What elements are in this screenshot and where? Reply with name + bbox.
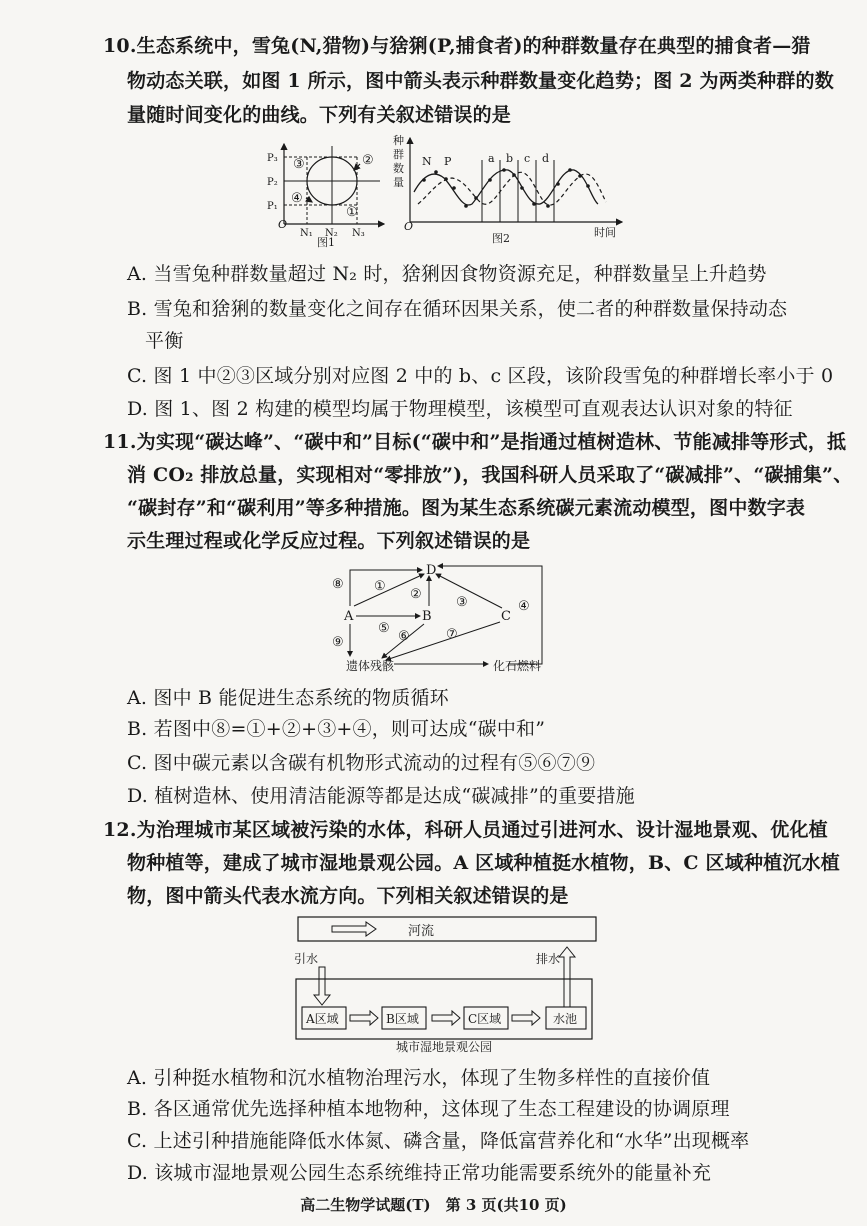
q10-stem-line-1: 10.生态系统中，雪兔(N,猎物)与猞猁(P,捕食者)的种群数量存在典型的捕食者—猎 xyxy=(103,35,811,57)
fig2-segment-d: d xyxy=(542,152,550,165)
q10-option-a: A. 当雪兔种群数量超过 N₂ 时，猞猁因食物资源充足，种群数量呈上升趋势 xyxy=(127,263,767,285)
label-7: ⑦ xyxy=(446,627,458,642)
node-c: C xyxy=(501,609,511,624)
label-6: ⑥ xyxy=(398,629,410,644)
fig1-caption: 图1 xyxy=(317,236,335,248)
flow-c-to-pool xyxy=(512,1011,540,1025)
fig2-origin: O xyxy=(404,220,414,233)
q12-option-d: D. 该城市湿地景观公园生态系统维持正常功能需要系统外的能量补充 xyxy=(127,1162,712,1184)
q10-option-d: D. 图 1、图 2 构建的模型均属于物理模型，该模型可直观表达认识对象的特征 xyxy=(127,398,793,420)
q10-figure-1 xyxy=(262,140,390,248)
label-1: ① xyxy=(374,579,386,594)
fig2-segment-a: a xyxy=(488,152,495,165)
outlet-arrow xyxy=(559,947,575,1009)
pool-label: 水池 xyxy=(553,1012,578,1026)
fig1-region-4: ④ xyxy=(291,191,303,206)
label-9: ⑨ xyxy=(332,635,344,650)
q11-stem-line-2: 消 CO₂ 排放总量，实现相对“零排放”)，我国科研人员采取了“碳减排”、“碳捕集”、 xyxy=(127,464,853,486)
fig2-segment-c: c xyxy=(524,152,531,165)
q12-stem-line-1: 12.为治理城市某区域被污染的水体，科研人员通过引进河水、设计湿地景观、优化植 xyxy=(103,819,828,841)
fig1-y-label-p1: P₁ xyxy=(267,201,278,212)
q12-option-b: B. 各区通常优先选择种植本地物种，这体现了生态工程建设的协调原理 xyxy=(127,1098,730,1120)
river-box xyxy=(298,917,596,941)
fig2-curve-n xyxy=(414,170,598,205)
fig2-series-p: P xyxy=(444,155,452,168)
label-3: ③ xyxy=(456,595,468,610)
fig1-region-1: ① xyxy=(346,205,358,220)
q12-stem-line-2: 物种植等，建成了城市湿地景观公园。A 区域种植挺水植物，B、C 区域种植沉水植 xyxy=(127,852,840,874)
fig2-caption: 图2 xyxy=(492,232,510,245)
q11-option-b: B. 若图中⑧=①+②+③+④，则可达成“碳中和” xyxy=(127,718,546,740)
q12-wetland-diagram xyxy=(288,913,608,1053)
page-footer: 高二生物学试题(T) 第 3 页(共10 页) xyxy=(300,1196,567,1214)
q11-carbon-flow-diagram xyxy=(326,560,556,676)
park-label: 城市湿地景观公园 xyxy=(396,1040,493,1053)
label-2: ② xyxy=(410,587,422,602)
q12-stem-line-3: 物，图中箭头代表水流方向。下列相关叙述错误的是 xyxy=(127,885,569,907)
q11-stem-line-3: “碳封存”和“碳利用”等多种措施。图为某生态系统碳元素流动模型，图中数字表 xyxy=(127,497,806,519)
q11-option-a: A. 图中 B 能促进生态系统的物质循环 xyxy=(127,687,449,709)
fig1-origin: O xyxy=(278,218,288,231)
node-d: D xyxy=(426,563,437,578)
flow-b-to-c xyxy=(432,1011,460,1025)
q12-option-c: C. 上述引种措施能降低水体氮、磷含量，降低富营养化和“水华”出现概率 xyxy=(127,1130,750,1152)
node-a: A xyxy=(344,609,354,624)
label-8: ⑧ xyxy=(332,577,344,592)
q10-option-b: B. 雪兔和猞猁的数量变化之间存在循环因果关系，使二者的种群数量保持动态 xyxy=(127,298,788,320)
flow-a-to-b xyxy=(350,1011,378,1025)
q11-option-c: C. 图中碳元素以含碳有机物形式流动的过程有⑤⑥⑦⑨ xyxy=(127,752,596,774)
q11-option-d: D. 植树造林、使用清洁能源等都是达成“碳减排”的重要措施 xyxy=(127,785,635,807)
river-flow-arrow xyxy=(332,922,376,936)
fig1-x-label-n3: N₃ xyxy=(352,228,365,239)
q11-stem-line-1: 11.为实现“碳达峰”、“碳中和”目标(“碳中和”是指通过植树造林、节能减排等形式，抵 xyxy=(103,431,847,453)
fig2-y-label-4: 量 xyxy=(393,176,404,189)
inlet-label: 引水 xyxy=(294,952,319,966)
q10-figure-2 xyxy=(392,130,627,245)
node-fossil-fuel: 化石燃料 xyxy=(493,659,542,673)
inlet-arrow xyxy=(314,967,330,1005)
zone-a-label: A区域 xyxy=(306,1012,339,1026)
fig1-y-label-p2: P₂ xyxy=(267,177,278,188)
node-remains: 遗体残骸 xyxy=(346,659,395,673)
q10-option-b-cont: 平衡 xyxy=(145,330,184,352)
river-label: 河流 xyxy=(408,924,435,939)
fig1-y-label-p3: P₃ xyxy=(267,153,278,164)
fig2-segment-b: b xyxy=(506,152,514,165)
fig2-series-n: N xyxy=(422,155,432,168)
fig2-x-label: 时间 xyxy=(594,226,616,239)
outlet-label: 排水 xyxy=(536,952,561,966)
fig1-x-label-n1: N₁ xyxy=(300,228,313,239)
q10-stem-line-2: 物动态关联，如图 1 所示，图中箭头表示种群数量变化趋势；图 2 为两类种群的数 xyxy=(127,70,834,92)
label-4: ④ xyxy=(518,599,530,614)
zone-c-label: C区域 xyxy=(468,1012,502,1026)
fig2-y-label-2: 群 xyxy=(393,148,404,161)
q11-stem-line-4: 示生理过程或化学反应过程。下列叙述错误的是 xyxy=(127,530,531,552)
flow-3 xyxy=(436,574,502,608)
fig1-region-3: ③ xyxy=(293,157,305,172)
fig2-y-label-1: 种 xyxy=(393,134,404,147)
q10-option-c: C. 图 1 中②③区域分别对应图 2 中的 b、c 区段，该阶段雪兔的种群增长率小于 0 xyxy=(127,365,834,387)
q10-stem-line-3: 量随时间变化的曲线。下列有关叙述错误的是 xyxy=(127,104,512,126)
fig1-x-label-n2: N₂ xyxy=(325,228,338,239)
q12-option-a: A. 引种挺水植物和沉水植物治理污水，体现了生物多样性的直接价值 xyxy=(127,1067,711,1089)
label-5: ⑤ xyxy=(378,621,390,636)
zone-b-label: B区域 xyxy=(386,1012,419,1026)
node-b: B xyxy=(422,609,432,624)
fig2-y-label-3: 数 xyxy=(393,162,404,175)
fig1-region-2: ② xyxy=(362,153,374,168)
flow-4 xyxy=(438,566,542,664)
